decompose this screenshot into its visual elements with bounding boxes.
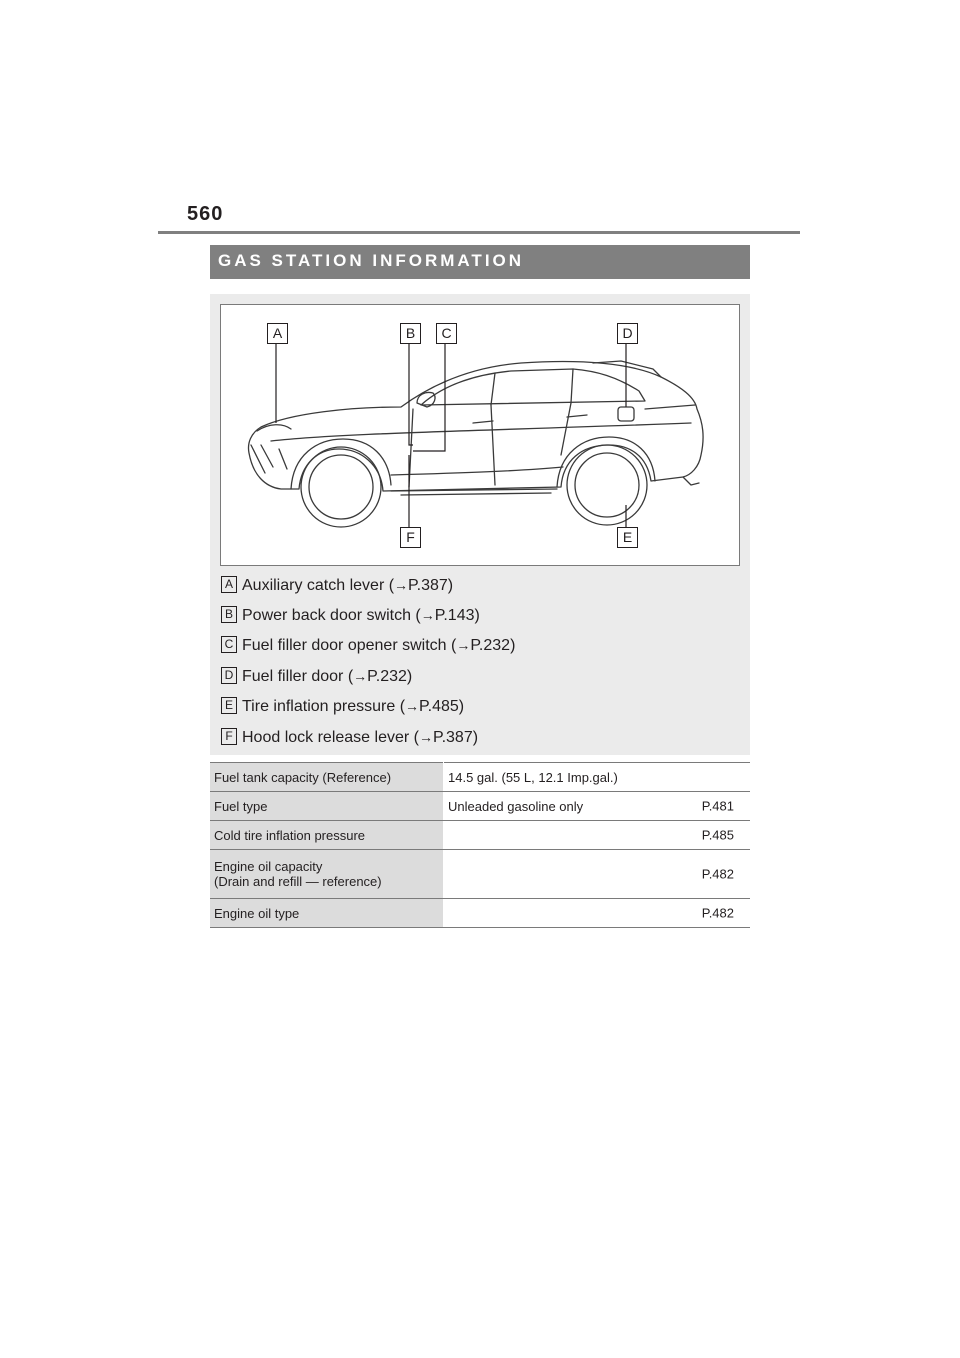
arrow-icon: → <box>456 637 471 653</box>
row-value <box>444 792 751 821</box>
arrow-icon: → <box>420 607 435 623</box>
legend-key: A <box>221 576 237 593</box>
arrow-icon: → <box>418 729 433 745</box>
vehicle-illustration <box>220 304 740 566</box>
row-value <box>444 821 751 850</box>
row-label: Fuel tank capacity (Reference) <box>210 763 444 792</box>
row-value-text: 14.5 gal. (55 L, 12.1 Imp.gal.) <box>448 769 618 785</box>
row-ref[interactable]: P.485 <box>701 827 734 843</box>
section-header <box>210 245 750 279</box>
arrow-icon: → <box>405 698 420 714</box>
row-label: Fuel type <box>210 792 444 821</box>
table-row <box>210 850 750 899</box>
legend-ref[interactable]: P.143) <box>434 607 480 624</box>
row-label: Engine oil type <box>210 899 444 928</box>
legend-ref[interactable]: P.232) <box>367 668 413 685</box>
gas-station-info-table <box>210 762 750 928</box>
row-value <box>444 850 751 899</box>
callout-d: D <box>617 323 638 344</box>
row-label-line1: Engine oil capacity <box>214 859 323 874</box>
legend-key: B <box>221 606 237 623</box>
legend-text: Auxiliary catch lever ( <box>242 577 395 594</box>
legend-ref[interactable]: P.485) <box>419 698 465 715</box>
callout-e: E <box>617 527 638 548</box>
row-ref[interactable]: P.481 <box>701 798 734 814</box>
legend-ref[interactable]: P.387) <box>408 577 454 594</box>
callout-f: F <box>400 527 421 548</box>
legend-ref[interactable]: P.387) <box>432 729 479 746</box>
legend-key: E <box>221 697 237 714</box>
row-value <box>444 763 751 792</box>
page-number: 560 <box>187 203 224 225</box>
legend-text: Power back door switch ( <box>242 607 421 624</box>
legend-key: D <box>221 667 237 684</box>
table-row <box>210 792 750 821</box>
arrow-icon: → <box>394 577 409 593</box>
legend-ref[interactable]: P.232) <box>470 637 516 654</box>
legend-text: Fuel filler door ( <box>242 668 354 685</box>
table-row <box>210 899 750 928</box>
table-row <box>210 763 750 792</box>
row-ref[interactable]: P.482 <box>701 905 734 921</box>
arrow-icon: → <box>353 668 368 684</box>
callout-c: C <box>436 323 457 344</box>
row-ref[interactable]: P.482 <box>701 866 734 882</box>
vehicle-side-view-drawing <box>221 305 739 565</box>
legend-key: C <box>221 636 237 653</box>
callout-a: A <box>267 323 288 344</box>
header-rule <box>158 231 800 234</box>
table-row <box>210 821 750 850</box>
legend-text: Fuel filler door opener switch ( <box>242 637 457 654</box>
row-label: Cold tire inflation pressure <box>210 821 444 850</box>
legend-text: Tire inflation pressure ( <box>242 698 406 715</box>
callout-b: B <box>400 323 421 344</box>
row-label-line2: (Drain and refill — reference) <box>214 874 382 889</box>
legend-key: F <box>221 728 237 745</box>
row-value-text: Unleaded gasoline only <box>448 798 584 814</box>
section-title: GAS STATION INFORMATION <box>218 251 525 270</box>
row-value <box>444 899 751 928</box>
row-label <box>210 850 444 899</box>
legend-text: Hood lock release lever ( <box>242 729 419 746</box>
